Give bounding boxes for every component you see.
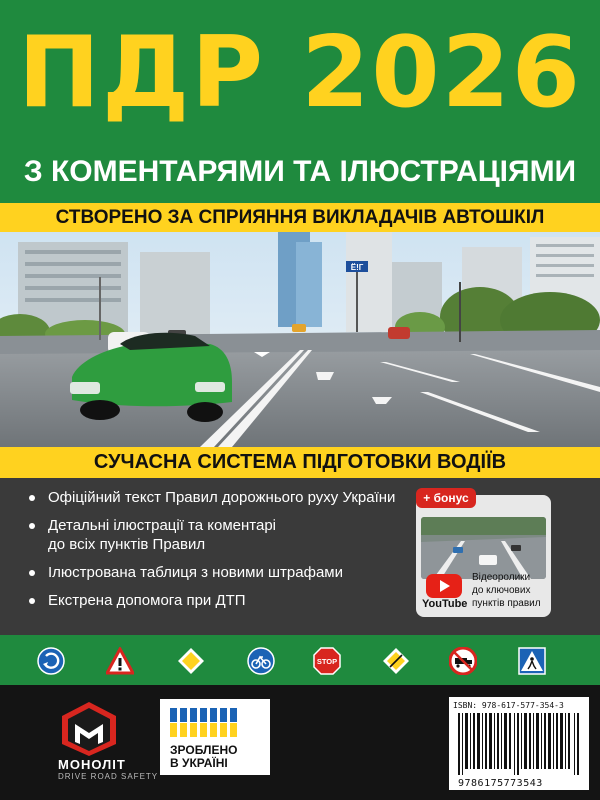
feature-list	[26, 488, 406, 619]
youtube-brand: YouTube	[422, 598, 468, 610]
stop-sign-label: STOP	[316, 657, 338, 666]
bicycle-lane-sign-icon	[247, 647, 275, 675]
road-scene-image	[0, 232, 600, 447]
barcode-box	[449, 697, 589, 790]
street-sign-text: Ё!Г	[350, 263, 364, 272]
bonus-badge: + бонус	[416, 488, 476, 508]
main-road-sign-icon	[382, 647, 410, 675]
stop-sign-icon	[313, 647, 341, 675]
book-subtitle: З КОМЕНТАРЯМИ ТА ІЛЮСТРАЦІЯМИ	[23, 155, 577, 188]
feature-item: Офіційний текст Правил дорожнього руху України	[26, 488, 406, 507]
isbn-text: ISBN: 978-617-577-354-3	[453, 701, 564, 710]
barcode-icon	[458, 713, 580, 775]
book-title: ПДР 2026	[18, 16, 582, 130]
feature-item: Екстрена допомога при ДТП	[26, 591, 406, 610]
publisher-tagline: DRIVE ROAD SAFETY	[58, 772, 159, 781]
no-trucks-sign-icon	[449, 647, 477, 675]
middle-yellow-band: СУЧАСНА СИСТЕМА ПІДГОТОВКИ ВОДІЇВ	[0, 447, 600, 478]
made-in-ukraine-text: ЗРОБЛЕНО В УКРАЇНІ	[170, 743, 238, 770]
warning-sign-icon	[106, 647, 134, 675]
cover-header	[0, 0, 600, 203]
barcode-number: 9786175773543	[458, 778, 543, 789]
publisher-name: МОНОЛІТ	[58, 757, 126, 772]
roundabout-sign-icon	[37, 647, 65, 675]
video-promo-text: Відеоролики до ключових пунктів правил	[472, 572, 541, 609]
pedestrian-crossing-sign-icon	[518, 647, 546, 675]
features-panel	[0, 478, 600, 635]
feature-item: Детальні ілюстрації та коментарі до всіх пунктів Правил	[26, 516, 406, 554]
monolit-logo-icon	[58, 700, 120, 758]
road-signs-strip	[0, 635, 600, 685]
priority-road-sign-icon	[177, 647, 205, 675]
feature-item: Ілюстрована таблиця з новими штрафами	[26, 563, 406, 582]
top-yellow-band: СТВОРЕНО ЗА СПРИЯННЯ ВИКЛАДАЧІВ АВТОШКІЛ	[0, 203, 600, 232]
ukraine-flag-bars-icon	[170, 708, 260, 738]
made-in-ukraine-badge	[160, 699, 270, 775]
